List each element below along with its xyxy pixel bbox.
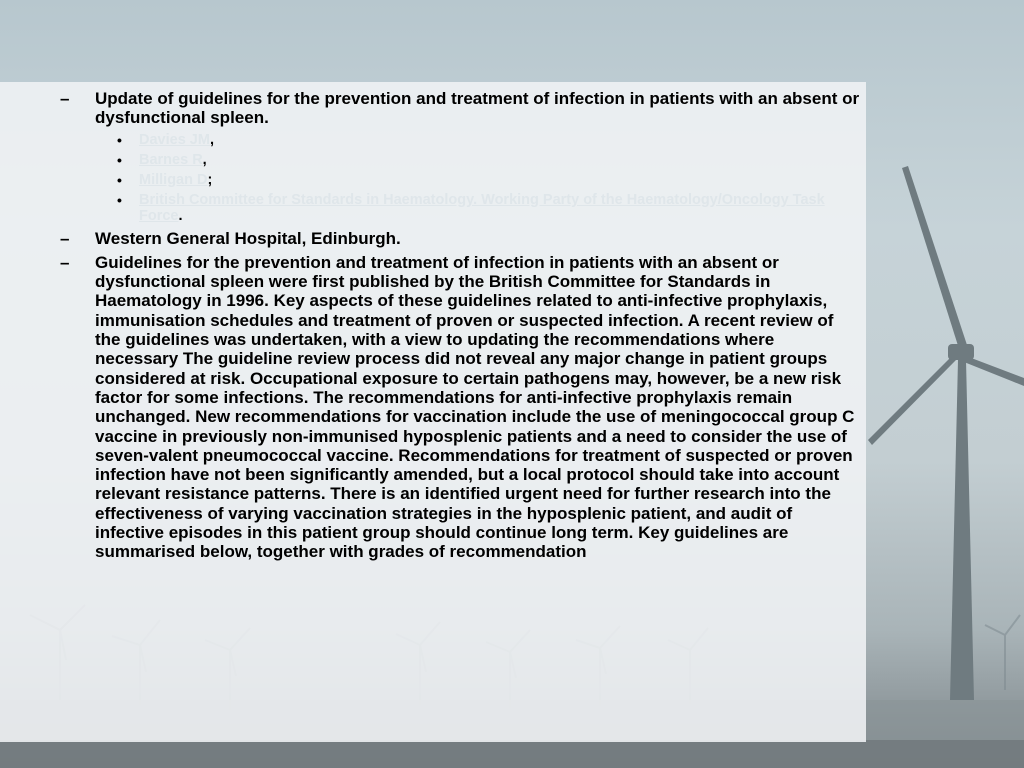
- dash-marker: –: [60, 228, 70, 248]
- author-separator: ,: [209, 131, 214, 148]
- author-separator: ,: [202, 151, 207, 168]
- author-link[interactable]: British Committee for Standards in Haematology. Working Party of the Haematology/Oncology Task Force: [139, 191, 825, 224]
- author-list: [95, 132, 860, 224]
- bullet-icon: •: [117, 171, 122, 188]
- slide-content: [60, 89, 860, 567]
- list-item-title: [60, 89, 860, 224]
- author-separator: .: [178, 207, 183, 224]
- article-title: Update of guidelines for the prevention and treatment of infection in patients with an absent or dysfunctional spleen.: [95, 89, 860, 128]
- abstract-text: Guidelines for the prevention and treatment of infection in patients with an absent or dysfunctional spleen were first published by the British Committee for Standards in Haematology in 1996. Key aspects of these guidelines related to anti-infective prophylaxis, immunisation schedules and treatment of proven or suspected infection. A recent review of the guidelines was undertaken, with a view to updating the recommendations where necessary The guideline review process did not reveal any major change in patient groups considered at risk. Occupational exposure to certain pathogens may, however, be a new risk factor for some infections. The recommendations for anti-infective prophylaxis remain unchanged. New recommendations for vaccination include the use of meningococcal group C vaccine in previously non-immunised hyposplenic patients and a need to consider the use of seven-valent pneumococcal vaccine. Recommendations for treatment of suspected or proven infection have not been significantly amended, but a local protocol should take into account relevant resistance patterns. There is an identified urgent need for further research into the effectiveness of varying vaccination strategies in the hyposplenic patient, and audit of infective episodes in this patient group should continue long term. Key guidelines are summarised below, together with grades of recommendation: [95, 252, 855, 562]
- author-item: [95, 192, 860, 224]
- dash-marker: –: [60, 89, 70, 108]
- author-item: [95, 132, 860, 148]
- list-item-affiliation: [60, 229, 860, 248]
- author-link[interactable]: Barnes R: [139, 151, 203, 168]
- bullet-icon: •: [117, 131, 122, 148]
- list-item-abstract: [60, 253, 860, 562]
- dash-marker: –: [60, 252, 70, 272]
- author-item: [95, 152, 860, 168]
- author-link[interactable]: Davies JM: [139, 131, 210, 148]
- bullet-icon: •: [117, 191, 122, 208]
- author-item: [95, 172, 860, 188]
- bullet-icon: •: [117, 151, 122, 168]
- author-link[interactable]: Milligan D: [139, 171, 208, 188]
- affiliation-text: Western General Hospital, Edinburgh.: [95, 228, 401, 248]
- author-separator: ;: [207, 171, 213, 188]
